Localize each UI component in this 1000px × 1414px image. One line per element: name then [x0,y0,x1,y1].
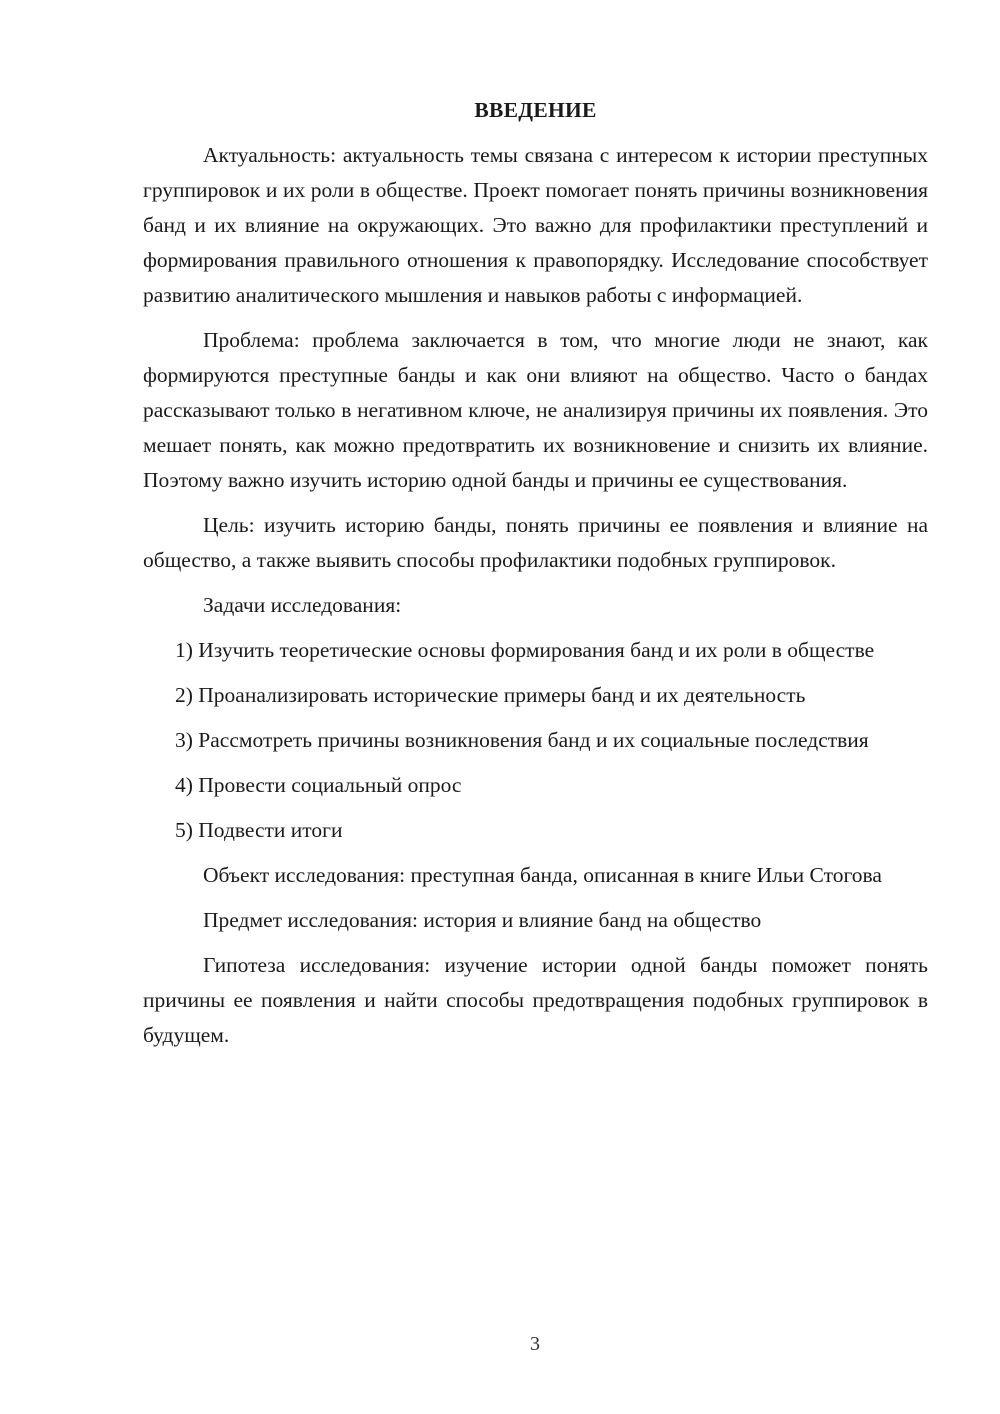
task-item-5: 5) Подвести итоги [175,818,343,842]
relevance-paragraph: Актуальность: актуальность темы связана с интересом к истории преступных группировок и их роли в обществе. Проект помогает понять причины возникновения банд и их влияние на окружающих. Это важно для профилактики преступлений и формирования правильного отношения к правопорядку. Исследование способствует развитию аналитического мышления и навыков работы с информацией. [143,143,928,307]
page-number: 3 [530,1333,540,1355]
subject-paragraph: Предмет исследования: история и влияние банд на общество [203,908,762,932]
task-item-2: 2) Проанализировать исторические примеры банд и их деятельность [175,683,806,707]
task-item-1: 1) Изучить теоретические основы формирования банд и их роли в обществе [175,638,875,662]
goal-paragraph: Цель: изучить историю банды, понять причины ее появления и влияние на общество, а также выявить способы профилактики подобных группировок. [143,513,928,572]
problem-paragraph: Проблема: проблема заключается в том, что многие люди не знают, как формируются преступные банды и как они влияют на общество. Часто о бандах рассказывают только в негативном ключе, не анализируя причины их появления. Это мешает понять, как можно предотвратить их возникновение и снизить их влияние. Поэтому важно изучить историю одной банды и причины ее существования. [143,328,928,492]
document-page [143,92,928,1063]
task-item-4: 4) Провести социальный опрос [175,773,462,797]
object-paragraph: Объект исследования: преступная банда, описанная в книге Ильи Стогова [203,863,882,887]
task-item-3: 3) Рассмотреть причины возникновения банд и их социальные последствия [175,728,869,752]
tasks-heading: Задачи исследования: [203,593,402,617]
hypothesis-paragraph: Гипотеза исследования: изучение истории одной банды поможет понять причины ее появления и найти способы предотвращения подобных группировок в будущем. [143,953,928,1047]
section-title: ВВЕДЕНИЕ [474,98,597,122]
